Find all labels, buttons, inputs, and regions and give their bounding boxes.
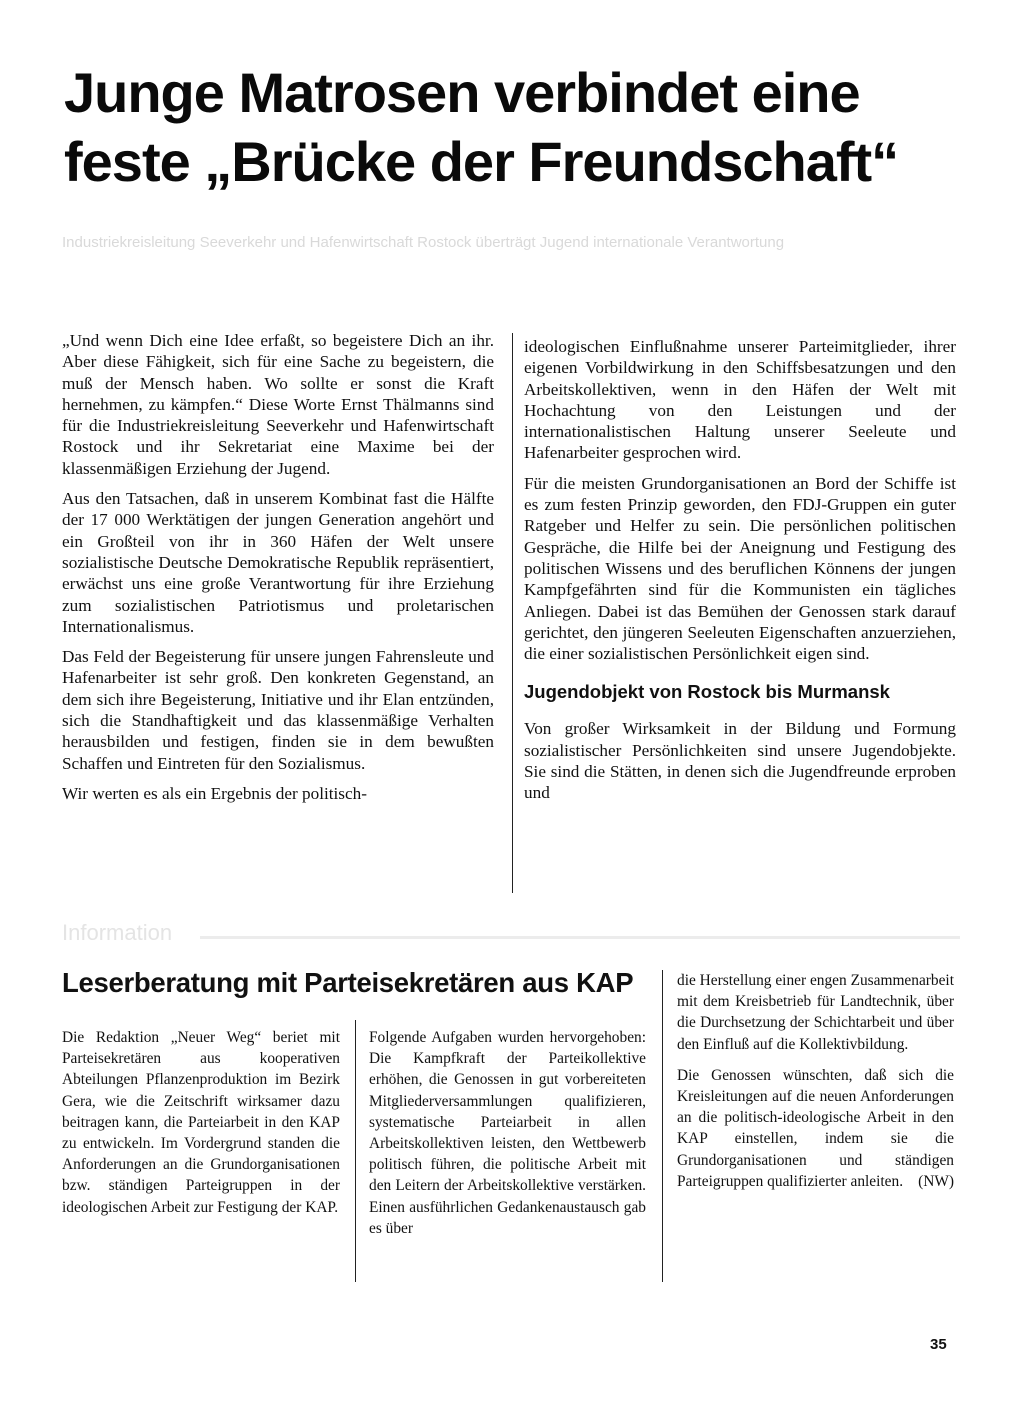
article2-paragraph: Folgende Aufgaben wurden hervorgehoben: Die Kampfkraft der Parteikollektive erhöhen, die Genossen in gut vorbereiteten Mitgliederversammlungen qualifizieren, systematische Parteiarbeit in allen Arbeitskollektiven leisten, den Wettbewerb politisch führen, die politische Arbeit mit den Leitern der Arbeitskollektive verstärken. Einen ausführlichen Gedankenaustausch gab es über xyxy=(369,1029,646,1237)
article2-column-2 xyxy=(369,1027,646,1239)
article1-paragraph: Von großer Wirksamkeit in der Bildung und Formung sozialistischer Persönlichkeiten sind unsere Jugendobjekte. Sie sind die Stätten, in denen sich die Jugendfreunde erproben und xyxy=(524,719,956,803)
page-number: 35 xyxy=(930,1336,947,1353)
column-divider xyxy=(355,1020,356,1282)
article2-paragraph: die Herstellung einer engen Zusammenarbeit mit dem Kreisbetrieb für Landtechnik, über die Durchsetzung der Schichtarbeit und über den Einfluß auf die Kollektivbildung. xyxy=(677,972,954,1053)
article1-paragraph: ideologischen Einflußnahme unserer Parteimitglieder, ihrer eigenen Vorbildwirkung in den Schiffsbesatzungen und den Arbeitskollektiven, wenn in den Häfen der Welt mit Hochachtung von den Leistungen und der internationalistischen Haltung unserer Seeleute und Hafenarbeiter gesprochen wird. xyxy=(524,337,956,463)
article1-column-right xyxy=(524,336,956,804)
headline-line-2: feste „Brücke der Freundschaft“ xyxy=(64,130,899,193)
signature: (NW) xyxy=(918,1172,954,1190)
article1-paragraph: Aus den Tatsachen, daß in unserem Kombinat fast die Hälfte der 17 000 Werktätigen der jungen Generation angehört und ein Großteil von ihr in 360 Häfen der Welt unsere sozialistische Deutsche Demokratische Republik repräsentiert, erwächst uns eine große Verantwortung für ihre Erziehung zum sozialistischen Patriotismus und proletarischen Internationalismus. xyxy=(62,489,494,636)
article2-paragraph-last xyxy=(677,1065,954,1192)
article1-paragraph: Wir werten es als ein Ergebnis der politisch- xyxy=(62,783,367,803)
subtitle: Industriekreisleitung Seeverkehr und Hafenwirtschaft Rostock überträgt Jugend internationale Verantwortung xyxy=(62,234,785,251)
article1-paragraph: Für die meisten Grundorganisationen an Bord der Schiffe ist es zum festen Prinzip geworden, den FDJ-Gruppen ein guter Ratgeber und Helfer zu sein. Die persönlichen politischen Gespräche, die Hilfe bei der Aneignung und Festigung des politischen Wissens und des beruflichen Könnens der jungen Kampfgefährten sind für die Kommunisten ein tägliches Anliegen. Dabei ist das Bemühen der Genossen stark darauf gerichtet, den jüngeren Seeleuten Eigenschaften anzuerziehen, die einer sozialistischen Persönlichkeit eigen sind. xyxy=(524,473,956,664)
article1-subhead: Jugendobjekt von Rostock bis Murmansk xyxy=(524,681,890,703)
article2-headline: Leserberatung mit Parteisekretären aus KAP xyxy=(62,967,634,998)
info-section-label: Information xyxy=(62,920,173,945)
info-section-line xyxy=(200,936,960,939)
article2-column-3 xyxy=(677,970,954,1192)
column-divider xyxy=(512,333,513,893)
column-divider xyxy=(662,970,663,1282)
article1-paragraph: Das Feld der Begeisterung für unsere jungen Fahrensleute und Hafenarbeiter ist sehr groß. Den konkreten Gegenstand, an dem sich ihre Begeisterung, Initiative und ihr Elan entzünden, sich die Standhaftigkeit und das klassenmäßige Verhalten herausbilden und festigen, finden sie in dem bewußten Schaffen und Eintreten für den Sozialismus. xyxy=(62,647,494,773)
article2-paragraph: Die Redaktion „Neuer Weg“ beriet mit Parteisekretären aus kooperativen Abteilungen Pflanzenproduktion im Bezirk Gera, wie die Zeitschrift wirksamer dazu beitragen kann, die Parteiarbeit in den KAP zu entwickeln. Im Vordergrund standen die Anforderungen an die Grundorganisationen bzw. ständigen Parteigruppen in der ideologischen Arbeit zur Festigung der KAP. xyxy=(62,1029,340,1216)
headline-line-1: Junge Matrosen verbindet eine xyxy=(64,61,860,124)
article2-column-1 xyxy=(62,1027,340,1218)
article2-paragraph-text: Die Genossen wünschten, daß sich die Kreisleitungen auf die neuen Anforderungen an die politisch-ideologische Arbeit in den KAP einstellen, indem sie die Grundorganisationen und ständigen Parteigruppen qualifizierter anleiten. xyxy=(677,1066,954,1190)
headline xyxy=(64,58,964,196)
article1-column-left xyxy=(62,330,494,804)
article1-paragraph: „Und wenn Dich eine Idee erfaßt, so begeistere Dich an ihr. Aber diese Fähigkeit, sich für eine Sache zu begeistern, die muß der Mensch haben. Wo sollte er sonst die Kraft hernehmen, zu kämpfen.“ Diese Worte Ernst Thälmanns sind für die Industriekreisleitung Seeverkehr und Hafenwirtschaft Rostock und ihr Sekretariat eine Maxime bei der klassenmäßigen Erziehung der Jugend. xyxy=(62,331,494,478)
